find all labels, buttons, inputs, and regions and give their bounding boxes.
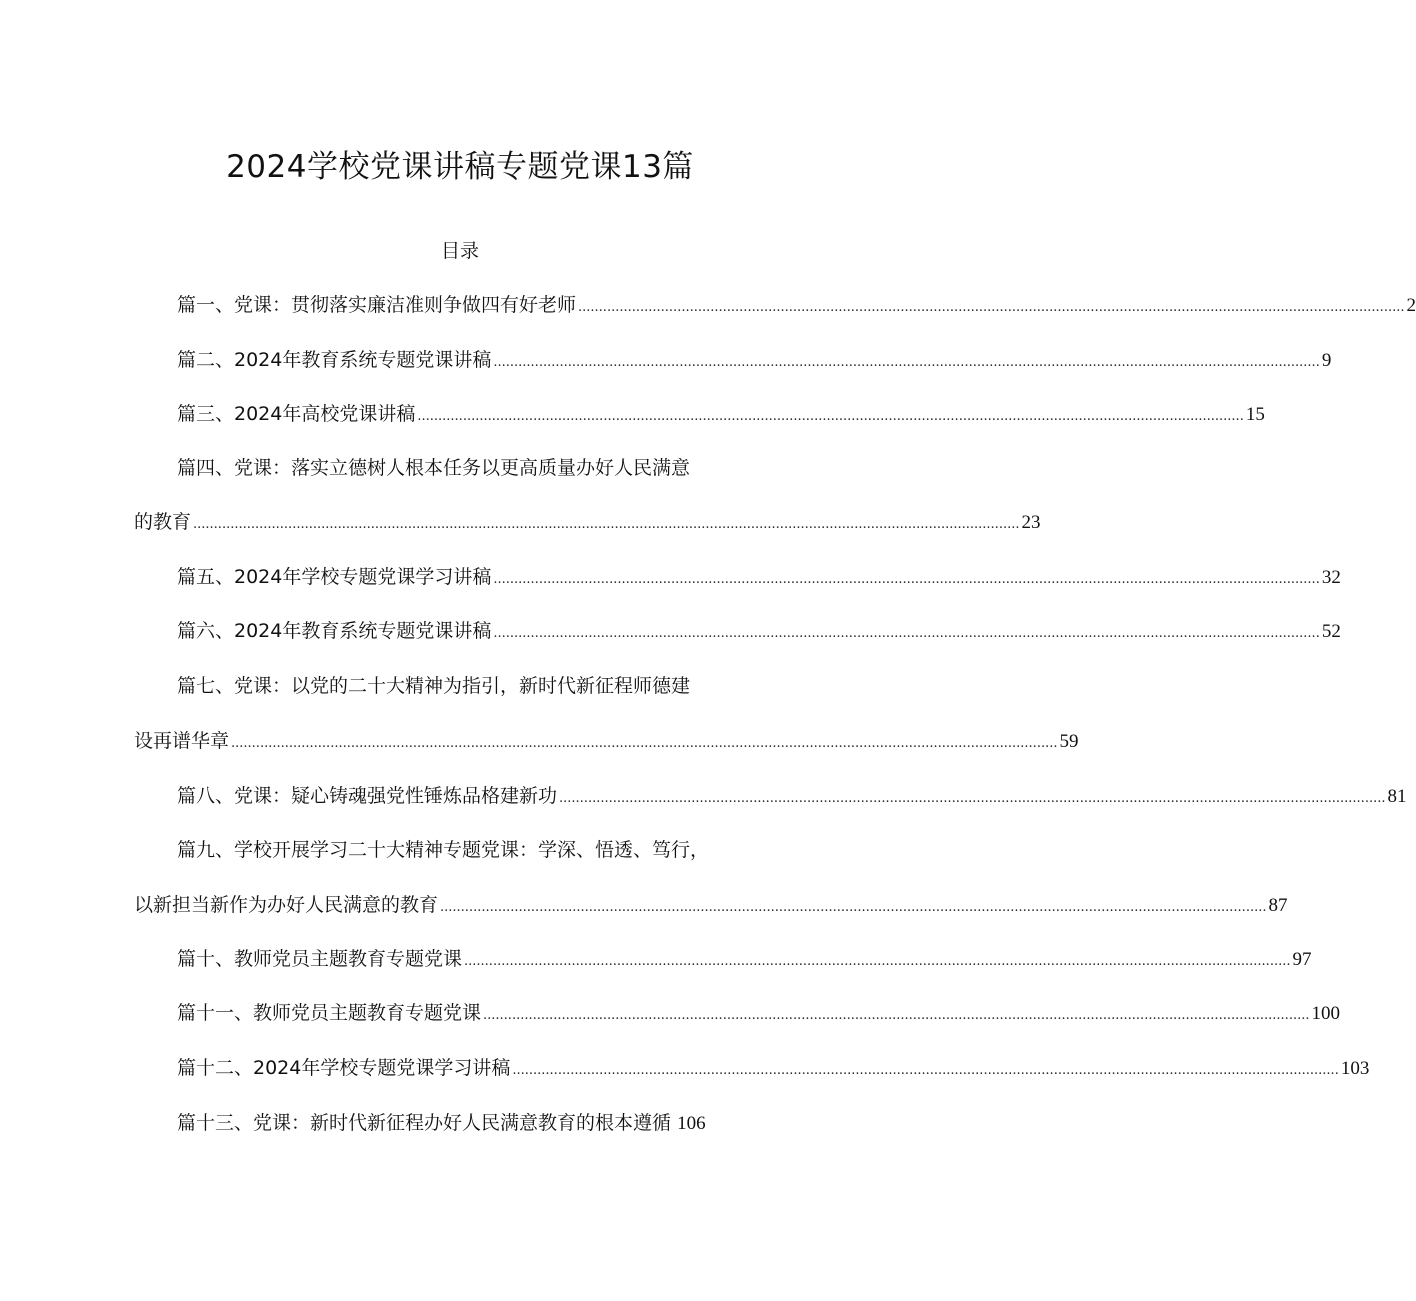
toc-entry-page: 32 xyxy=(1321,567,1341,588)
toc-entry-title-continued: 设再谱华章 xyxy=(134,730,230,752)
toc-entry-page: 2 xyxy=(1406,295,1416,316)
document-title: 2024学校党课讲稿专题党课13篇 xyxy=(226,149,694,185)
toc-entry-title: 篇十三、党课：新时代新征程办好人民满意教育的根本遵循 xyxy=(177,1112,672,1134)
dot-leader: ........................................................................................................................................................................................................ xyxy=(578,300,1405,315)
toc-entry-title: 篇八、党课：疑心铸魂强党性锤炼品格建新功 xyxy=(177,785,558,807)
toc-entry-page: 103 xyxy=(1340,1058,1370,1079)
toc-entry-page: 106 xyxy=(677,1113,706,1134)
toc-entry-title: 篇九、学校开展学习二十大精神专题党课：学深、悟透、笃行， xyxy=(177,839,710,861)
dot-leader: ........................................................................................................................................................................................................ xyxy=(493,626,1320,641)
toc-entry-13[interactable] xyxy=(177,1108,777,1139)
toc-entry-title-continued: 以新担当新作为办好人民满意的教育 xyxy=(134,894,439,916)
dot-leader: ........................................................................................................................................................................................................ xyxy=(559,791,1386,806)
toc-entry-page: 97 xyxy=(1292,949,1312,970)
dot-leader: ........................................................................................................................................................................................................ xyxy=(231,736,1058,751)
toc-entry-2[interactable] xyxy=(177,345,1332,378)
dot-leader: ........................................................................................................................................................................................................ xyxy=(493,572,1320,587)
toc-entry-title: 篇五、2024年学校专题党课学习讲稿 xyxy=(177,566,492,588)
toc-entry-page: 81 xyxy=(1387,786,1407,807)
toc-entry-title-continued: 的教育 xyxy=(134,511,192,533)
toc-entry-3[interactable] xyxy=(177,399,1265,432)
toc-entry-title: 篇十、教师党员主题教育专题党课 xyxy=(177,948,463,970)
toc-entry-10[interactable] xyxy=(177,944,1312,977)
toc-entry-6[interactable] xyxy=(177,616,1341,649)
toc-entry-9-line-2[interactable] xyxy=(134,890,1288,923)
toc-entry-title: 篇六、2024年教育系统专题党课讲稿 xyxy=(177,620,492,642)
dot-leader: ........................................................................................................................................................................................................ xyxy=(417,409,1244,424)
toc-entry-7-line-2[interactable] xyxy=(134,726,1079,759)
toc-entry-11[interactable] xyxy=(177,998,1340,1031)
toc-entry-title: 篇三、2024年高校党课讲稿 xyxy=(177,403,416,425)
dot-leader: ........................................................................................................................................................................................................ xyxy=(493,355,1320,370)
toc-entry-1[interactable] xyxy=(177,290,1416,323)
toc-entry-page: 52 xyxy=(1321,621,1341,642)
toc-entry-page: 100 xyxy=(1311,1003,1340,1024)
toc-entry-9-line-1[interactable] xyxy=(177,835,777,865)
dot-leader: ........................................................................................................................................................................................................ xyxy=(440,900,1267,915)
dot-leader: ........................................................................................................................................................................................................ xyxy=(464,954,1291,969)
toc-entry-title: 篇一、党课：贯彻落实廉洁准则争做四有好老师 xyxy=(177,294,577,316)
toc-entry-5[interactable] xyxy=(177,562,1341,595)
toc-entry-page: 9 xyxy=(1321,350,1332,371)
toc-entry-12[interactable] xyxy=(177,1053,1370,1086)
toc-entry-page: 59 xyxy=(1059,731,1079,752)
toc-entry-title: 篇十一、教师党员主题教育专题党课 xyxy=(177,1002,482,1024)
dot-leader: ........................................................................................................................................................................................................ xyxy=(483,1008,1310,1023)
toc-entry-page: 15 xyxy=(1245,404,1265,425)
toc-entry-title: 篇四、党课：落实立德树人根本任务以更高质量办好人民满意 xyxy=(177,457,691,479)
toc-entry-4-line-2[interactable] xyxy=(134,507,1041,540)
toc-entry-4-line-1[interactable] xyxy=(177,453,777,483)
toc-entry-page: 23 xyxy=(1021,512,1041,533)
toc-entry-title: 篇二、2024年教育系统专题党课讲稿 xyxy=(177,349,492,371)
toc-heading: 目录 xyxy=(440,240,479,262)
toc-entry-page: 87 xyxy=(1268,895,1288,916)
toc-entry-title: 篇七、党课：以党的二十大精神为指引，新时代新征程师德建 xyxy=(177,675,691,697)
dot-leader: ........................................................................................................................................................................................................ xyxy=(512,1063,1339,1078)
toc-entry-8[interactable] xyxy=(177,781,1407,814)
toc-entry-title: 篇十二、2024年学校专题党课学习讲稿 xyxy=(177,1057,511,1079)
dot-leader: ........................................................................................................................................................................................................ xyxy=(193,517,1020,532)
toc-entry-7-line-1[interactable] xyxy=(177,671,777,701)
